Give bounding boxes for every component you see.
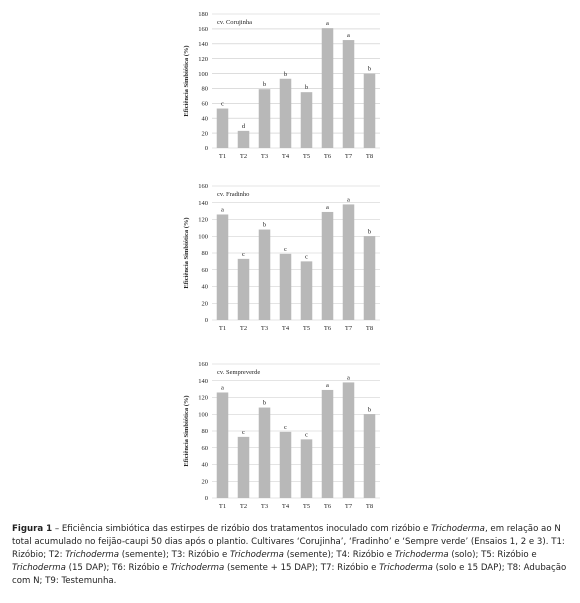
significance-letter: b bbox=[262, 221, 267, 229]
significance-letter: a bbox=[221, 206, 224, 214]
significance-letter: a bbox=[347, 32, 350, 40]
x-tick-label: T1 bbox=[218, 153, 227, 160]
bar-t6 bbox=[322, 390, 334, 498]
significance-letter: a bbox=[221, 384, 224, 392]
y-axis-label: Eficiência Simbiótica (%) bbox=[183, 217, 190, 289]
y-tick-label: 0 bbox=[204, 317, 208, 325]
y-axis-label: Eficiência Simbiótica (%) bbox=[183, 395, 190, 467]
bar-t4 bbox=[280, 432, 292, 498]
x-tick-label: T7 bbox=[344, 503, 353, 510]
caption-text-segment: , em relação ao N total acumulado no feijão-caupi 50 dias após o plantio. Cultivares ‘Corujinha’, ‘Fradinho’ e ‘Sempre verde’ (Ensaios 1, 2 e 3). T1: Rizóbio; T2: bbox=[12, 524, 565, 560]
y-tick-label: 80 bbox=[201, 85, 208, 93]
x-tick-label: T2 bbox=[239, 325, 248, 332]
significance-letter: a bbox=[326, 203, 329, 211]
y-tick-label: 60 bbox=[201, 100, 208, 108]
y-tick-label: 140 bbox=[198, 40, 208, 48]
bar-t6 bbox=[322, 28, 334, 148]
y-tick-label: 100 bbox=[198, 411, 208, 419]
bar-t3 bbox=[259, 408, 271, 498]
y-tick-label: 20 bbox=[201, 478, 208, 486]
y-tick-label: 40 bbox=[201, 283, 208, 291]
y-axis-label: Eficiência Simbiótica (%) bbox=[183, 45, 190, 117]
bar-t1 bbox=[217, 214, 229, 320]
bar-t8 bbox=[364, 236, 376, 320]
x-tick-label: T3 bbox=[260, 503, 269, 510]
y-tick-label: 0 bbox=[204, 145, 208, 153]
significance-letter: b bbox=[367, 228, 372, 236]
y-tick-label: 40 bbox=[201, 461, 208, 469]
significance-letter: b bbox=[262, 399, 267, 407]
caption-text-segment: (solo e 15 DAP); T8: Adubação com N; T9: Testemunha. bbox=[12, 563, 567, 586]
x-tick-label: T8 bbox=[365, 325, 374, 332]
y-tick-label: 120 bbox=[198, 394, 208, 402]
bar-chart-fradinho bbox=[180, 180, 390, 340]
y-tick-label: 20 bbox=[201, 300, 208, 308]
significance-letter: c bbox=[305, 253, 308, 261]
significance-letter: b bbox=[304, 84, 309, 92]
bar-t6 bbox=[322, 212, 334, 320]
x-tick-label: T3 bbox=[260, 325, 269, 332]
caption-text-segment: (semente + 15 DAP); T7: Rizóbio e bbox=[224, 563, 380, 573]
caption-text-segment: – Eficiência simbiótica das estirpes de rizóbio dos tratamentos inoculado com rizóbio e bbox=[52, 524, 432, 534]
caption-italic-term: Trichoderma bbox=[170, 563, 225, 573]
cultivar-label: cv. Fradinho bbox=[217, 191, 250, 198]
significance-letter: a bbox=[326, 381, 329, 389]
x-tick-label: T6 bbox=[323, 503, 332, 510]
significance-letter: b bbox=[283, 70, 288, 78]
caption-text-segment: (semente); T4: Rizóbio e bbox=[283, 550, 395, 560]
caption-italic-term: Trichoderma bbox=[394, 550, 449, 560]
x-tick-label: T6 bbox=[323, 153, 332, 160]
bar-t4 bbox=[280, 254, 292, 320]
significance-letter: c bbox=[284, 423, 287, 431]
bar-t2 bbox=[238, 259, 250, 320]
bar-t8 bbox=[364, 414, 376, 498]
figure-caption-text bbox=[12, 524, 566, 586]
caption-text-segment: (15 DAP); T6: Rizóbio e bbox=[65, 563, 171, 573]
bar-t2 bbox=[238, 131, 250, 148]
caption-italic-term: Trichoderma bbox=[431, 524, 485, 534]
significance-letter: d bbox=[241, 122, 246, 130]
bar-t3 bbox=[259, 89, 271, 148]
x-tick-label: T7 bbox=[344, 325, 353, 332]
y-tick-label: 80 bbox=[201, 250, 208, 258]
chart-panel-corujinha bbox=[180, 8, 390, 168]
y-tick-label: 160 bbox=[198, 26, 208, 34]
x-tick-label: T5 bbox=[302, 503, 311, 510]
x-tick-label: T7 bbox=[344, 153, 353, 160]
y-tick-label: 100 bbox=[198, 233, 208, 241]
bar-t5 bbox=[301, 261, 313, 320]
y-tick-label: 60 bbox=[201, 266, 208, 274]
significance-letter: c bbox=[242, 250, 245, 258]
bar-t7 bbox=[343, 382, 355, 498]
significance-letter: c bbox=[242, 428, 245, 436]
x-tick-label: T2 bbox=[239, 503, 248, 510]
y-tick-label: 60 bbox=[201, 444, 208, 452]
x-tick-label: T8 bbox=[365, 153, 374, 160]
y-tick-label: 140 bbox=[198, 377, 208, 385]
figure-caption-label: Figura 1 bbox=[12, 524, 53, 534]
x-tick-label: T6 bbox=[323, 325, 332, 332]
y-tick-label: 20 bbox=[201, 130, 208, 138]
caption-italic-term: Trichoderma bbox=[12, 563, 66, 573]
x-tick-label: T2 bbox=[239, 153, 248, 160]
significance-letter: b bbox=[367, 65, 372, 73]
bar-t2 bbox=[238, 437, 250, 498]
significance-letter: a bbox=[326, 20, 329, 28]
bar-chart-sempreverde bbox=[180, 358, 390, 518]
x-tick-label: T5 bbox=[302, 153, 311, 160]
figure-caption bbox=[12, 523, 568, 588]
bar-t5 bbox=[301, 92, 313, 148]
x-tick-label: T4 bbox=[281, 153, 290, 160]
x-tick-label: T4 bbox=[281, 503, 290, 510]
caption-text-segment: (semente); T3: Rizóbio e bbox=[119, 550, 230, 560]
caption-italic-term: Trichoderma bbox=[379, 563, 433, 573]
y-tick-label: 0 bbox=[204, 495, 208, 503]
y-tick-label: 160 bbox=[198, 183, 208, 191]
y-tick-label: 120 bbox=[198, 55, 208, 63]
x-tick-label: T3 bbox=[260, 153, 269, 160]
y-tick-label: 160 bbox=[198, 361, 208, 369]
bar-t3 bbox=[259, 230, 271, 320]
y-tick-label: 80 bbox=[201, 428, 208, 436]
y-tick-label: 100 bbox=[198, 70, 208, 78]
significance-letter: b bbox=[367, 406, 372, 414]
y-tick-label: 180 bbox=[198, 11, 208, 19]
y-tick-label: 120 bbox=[198, 216, 208, 224]
x-tick-label: T8 bbox=[365, 503, 374, 510]
caption-italic-term: Trichoderma bbox=[229, 550, 284, 560]
bar-t1 bbox=[217, 109, 229, 148]
bar-chart-corujinha bbox=[180, 8, 390, 168]
bar-t8 bbox=[364, 74, 376, 148]
significance-letter: c bbox=[305, 431, 308, 439]
bar-t5 bbox=[301, 439, 313, 498]
cultivar-label: cv. Sempreverde bbox=[217, 369, 261, 376]
caption-italic-term: Trichoderma bbox=[65, 550, 120, 560]
bar-t1 bbox=[217, 392, 229, 498]
bar-t7 bbox=[343, 40, 355, 148]
y-tick-label: 40 bbox=[201, 115, 208, 123]
chart-panel-sempreverde bbox=[180, 358, 390, 518]
y-tick-label: 140 bbox=[198, 199, 208, 207]
x-tick-label: T4 bbox=[281, 325, 290, 332]
x-tick-label: T1 bbox=[218, 325, 227, 332]
x-tick-label: T1 bbox=[218, 503, 227, 510]
significance-letter: c bbox=[284, 245, 287, 253]
chart-panel-fradinho bbox=[180, 180, 390, 340]
bar-t7 bbox=[343, 204, 355, 320]
cultivar-label: cv. Corujinha bbox=[217, 19, 252, 26]
significance-letter: b bbox=[262, 81, 267, 89]
bar-t4 bbox=[280, 79, 292, 148]
x-tick-label: T5 bbox=[302, 325, 311, 332]
caption-text-segment: (solo); T5: Rizóbio e bbox=[448, 550, 537, 560]
significance-letter: a bbox=[347, 196, 350, 204]
significance-letter: c bbox=[221, 100, 224, 108]
significance-letter: a bbox=[347, 374, 350, 382]
